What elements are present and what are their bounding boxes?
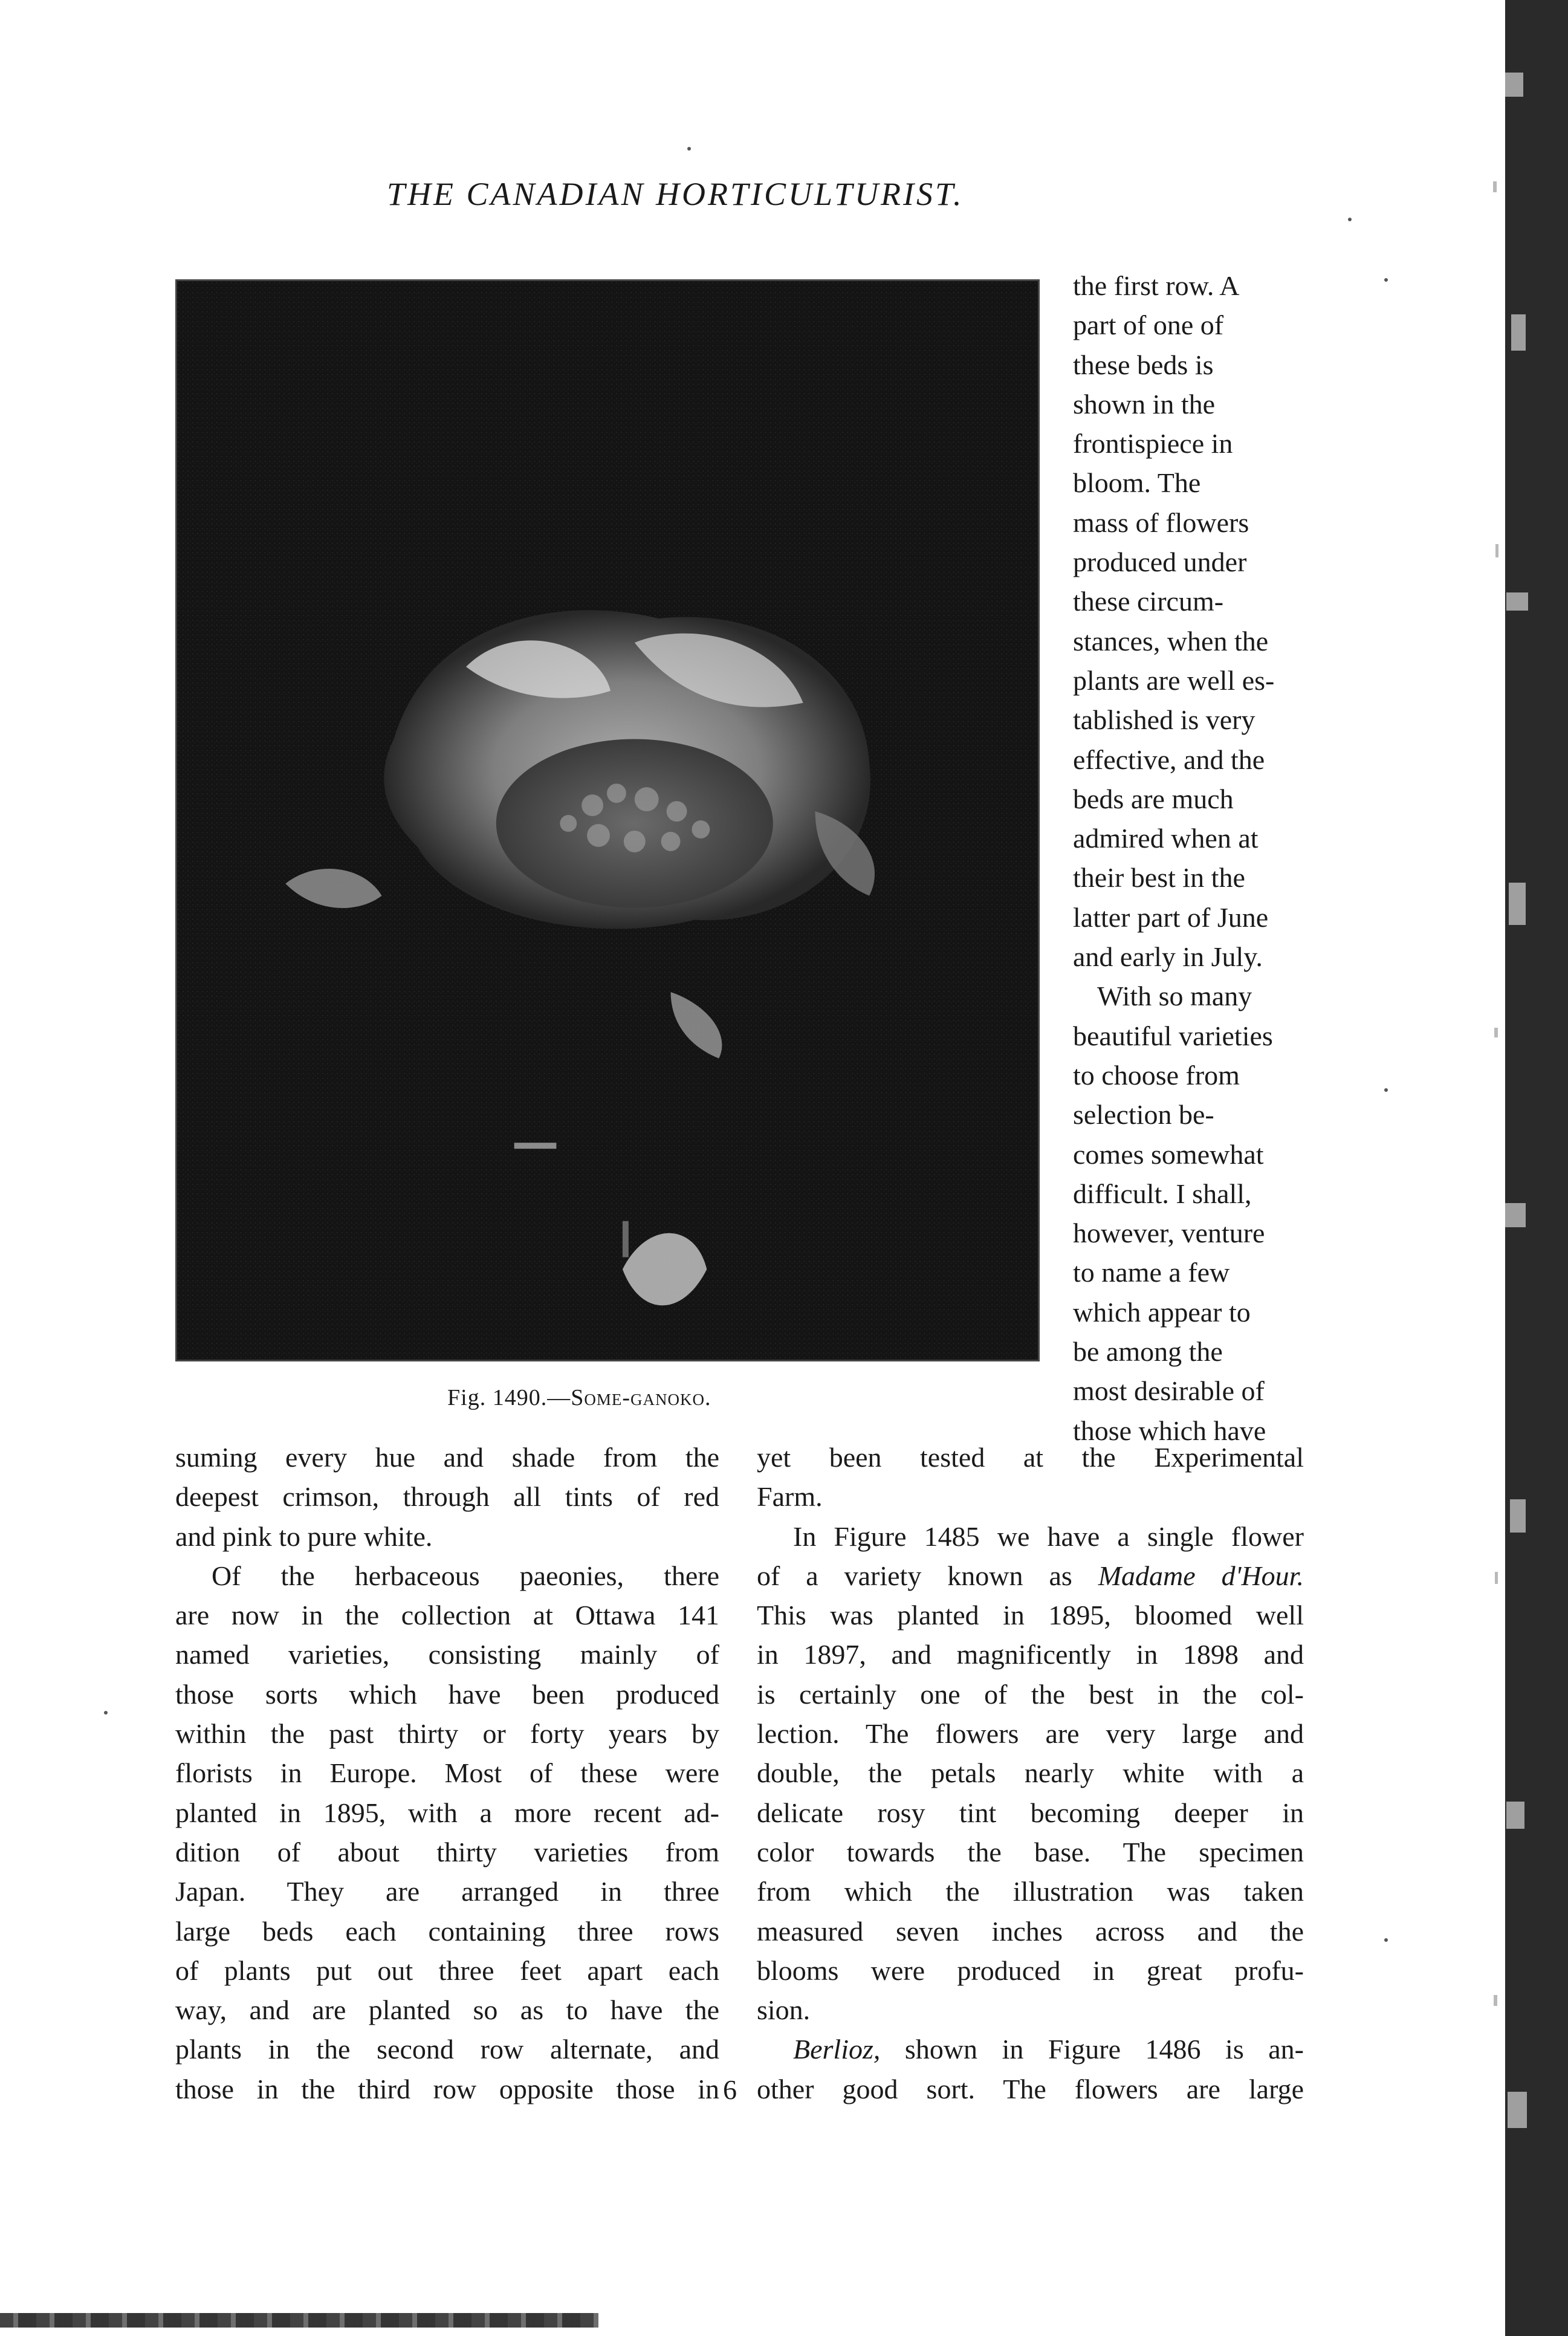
scan-bottom-edge bbox=[0, 2313, 598, 2328]
variety-name-berlioz: Berlioz, bbox=[793, 2034, 881, 2065]
narrow-line: and early in July. bbox=[1073, 941, 1263, 973]
narrow-line: to name a few bbox=[1073, 1257, 1230, 1288]
narrow-line: frontispiece in bbox=[1073, 428, 1233, 459]
scan-edge-border bbox=[1493, 0, 1568, 2336]
narrow-line: tablished is very bbox=[1073, 704, 1255, 736]
right-line bbox=[757, 2029, 1304, 2069]
right-line: yet been tested at the Experimental bbox=[757, 1442, 1304, 1473]
narrow-line: these circum- bbox=[1073, 586, 1224, 617]
left-line: those sorts which have been produced bbox=[175, 1678, 719, 1710]
left-line: within the past thirty or forty years by bbox=[175, 1718, 719, 1750]
narrow-line: shown in the bbox=[1073, 388, 1216, 420]
narrow-line: to choose from bbox=[1073, 1059, 1240, 1091]
right-line: lection. The flowers are very large and bbox=[757, 1718, 1304, 1750]
narrow-line: however, venture bbox=[1073, 1218, 1265, 1249]
right-line: sion. bbox=[757, 1994, 811, 2026]
left-line: dition of about thirty varieties from bbox=[175, 1836, 719, 1867]
right-line: This was planted in 1895, bloomed well bbox=[757, 1600, 1304, 1631]
scan-speck bbox=[1348, 218, 1352, 221]
right-line: is certainly one of the best in the col- bbox=[757, 1678, 1304, 1710]
scan-speck bbox=[687, 147, 691, 151]
narrow-line: bloom. The bbox=[1073, 467, 1201, 499]
left-line: plants in the second row alternate, and bbox=[175, 2034, 719, 2065]
left-line: Japan. They are arranged in three bbox=[175, 1876, 719, 1907]
narrow-line: those which have bbox=[1073, 1415, 1266, 1446]
figure-photo bbox=[175, 279, 1040, 1361]
left-line: those in the third row opposite those in bbox=[175, 2073, 719, 2104]
scan-speck bbox=[1384, 1088, 1388, 1092]
narrow-line: difficult. I shall, bbox=[1073, 1178, 1252, 1209]
left-line: Of the herbaceous paeonies, there bbox=[212, 1560, 719, 1591]
right-line: In Figure 1485 we have a single flower bbox=[793, 1520, 1304, 1552]
narrow-line: selection be- bbox=[1073, 1099, 1214, 1131]
left-line: deepest crimson, through all tints of red bbox=[175, 1481, 719, 1513]
right-text-column bbox=[757, 1438, 1304, 2109]
scan-speck bbox=[104, 1711, 108, 1715]
left-text-column bbox=[175, 1438, 719, 2109]
left-line: large beds each containing three rows bbox=[175, 1915, 719, 1947]
narrow-line: beautiful varieties bbox=[1073, 1020, 1273, 1051]
narrow-line: beds are much bbox=[1073, 783, 1234, 814]
narrow-line: effective, and the bbox=[1073, 744, 1265, 775]
left-line: planted in 1895, with a more recent ad- bbox=[175, 1797, 719, 1828]
page-number: 6 bbox=[723, 2074, 737, 2105]
right-line: color towards the base. The specimen bbox=[757, 1836, 1304, 1867]
narrow-line: the first row. A bbox=[1073, 270, 1240, 301]
right-line: in 1897, and magnificently in 1898 and bbox=[757, 1639, 1304, 1670]
left-line: named varieties, consisting mainly of bbox=[175, 1639, 719, 1670]
left-line: way, and are planted so as to have the bbox=[175, 1994, 719, 2026]
peony-photo-image bbox=[177, 281, 1038, 1360]
left-line: are now in the collection at Ottawa 141 bbox=[175, 1600, 719, 1631]
right-line: measured seven inches across and the bbox=[757, 1915, 1304, 1947]
narrow-line: produced under bbox=[1073, 547, 1247, 578]
scan-edge-texture bbox=[1493, 0, 1568, 2336]
narrow-line: mass of flowers bbox=[1073, 507, 1249, 538]
right-line-text: shown in Figure 1486 is an- bbox=[880, 2034, 1304, 2065]
scan-speck bbox=[1384, 278, 1388, 282]
narrow-line: With so many bbox=[1097, 981, 1252, 1012]
right-line bbox=[757, 1556, 1304, 1595]
right-line-text: of a variety known as bbox=[757, 1560, 1098, 1591]
narrow-line: which appear to bbox=[1073, 1296, 1251, 1328]
running-head: THE CANADIAN HORTICULTURIST. bbox=[387, 176, 964, 212]
figure-caption-name: Some-ganoko. bbox=[571, 1385, 711, 1410]
left-line: florists in Europe. Most of these were bbox=[175, 1757, 719, 1789]
narrow-line: most desirable of bbox=[1073, 1375, 1265, 1407]
left-line: of plants put out three feet apart each bbox=[175, 1955, 719, 1986]
variety-name-madame: Madame d'Hour. bbox=[1098, 1560, 1304, 1591]
narrow-line: be among the bbox=[1073, 1336, 1223, 1368]
narrow-line: stances, when the bbox=[1073, 625, 1269, 657]
narrow-text-column bbox=[1073, 266, 1327, 1450]
left-line: suming every hue and shade from the bbox=[175, 1442, 719, 1473]
narrow-line: their best in the bbox=[1073, 862, 1245, 894]
scan-speck bbox=[1384, 1938, 1388, 1942]
figure-caption-prefix: Fig. 1490.— bbox=[447, 1385, 571, 1410]
left-line: and pink to pure white. bbox=[175, 1520, 433, 1552]
right-line: blooms were produced in great profu- bbox=[757, 1955, 1304, 1986]
right-line: Farm. bbox=[757, 1481, 823, 1513]
narrow-line: latter part of June bbox=[1073, 901, 1269, 933]
narrow-line: comes somewhat bbox=[1073, 1138, 1264, 1170]
narrow-line: plants are well es- bbox=[1073, 664, 1275, 696]
right-line: other good sort. The flowers are large bbox=[757, 2073, 1304, 2104]
narrow-line: admired when at bbox=[1073, 823, 1259, 854]
figure-caption bbox=[447, 1384, 711, 1411]
narrow-line: part of one of bbox=[1073, 310, 1224, 341]
right-line: delicate rosy tint becoming deeper in bbox=[757, 1797, 1304, 1828]
right-line: from which the illustration was taken bbox=[757, 1876, 1304, 1907]
right-line: double, the petals nearly white with a bbox=[757, 1757, 1304, 1789]
narrow-line: these beds is bbox=[1073, 349, 1214, 380]
